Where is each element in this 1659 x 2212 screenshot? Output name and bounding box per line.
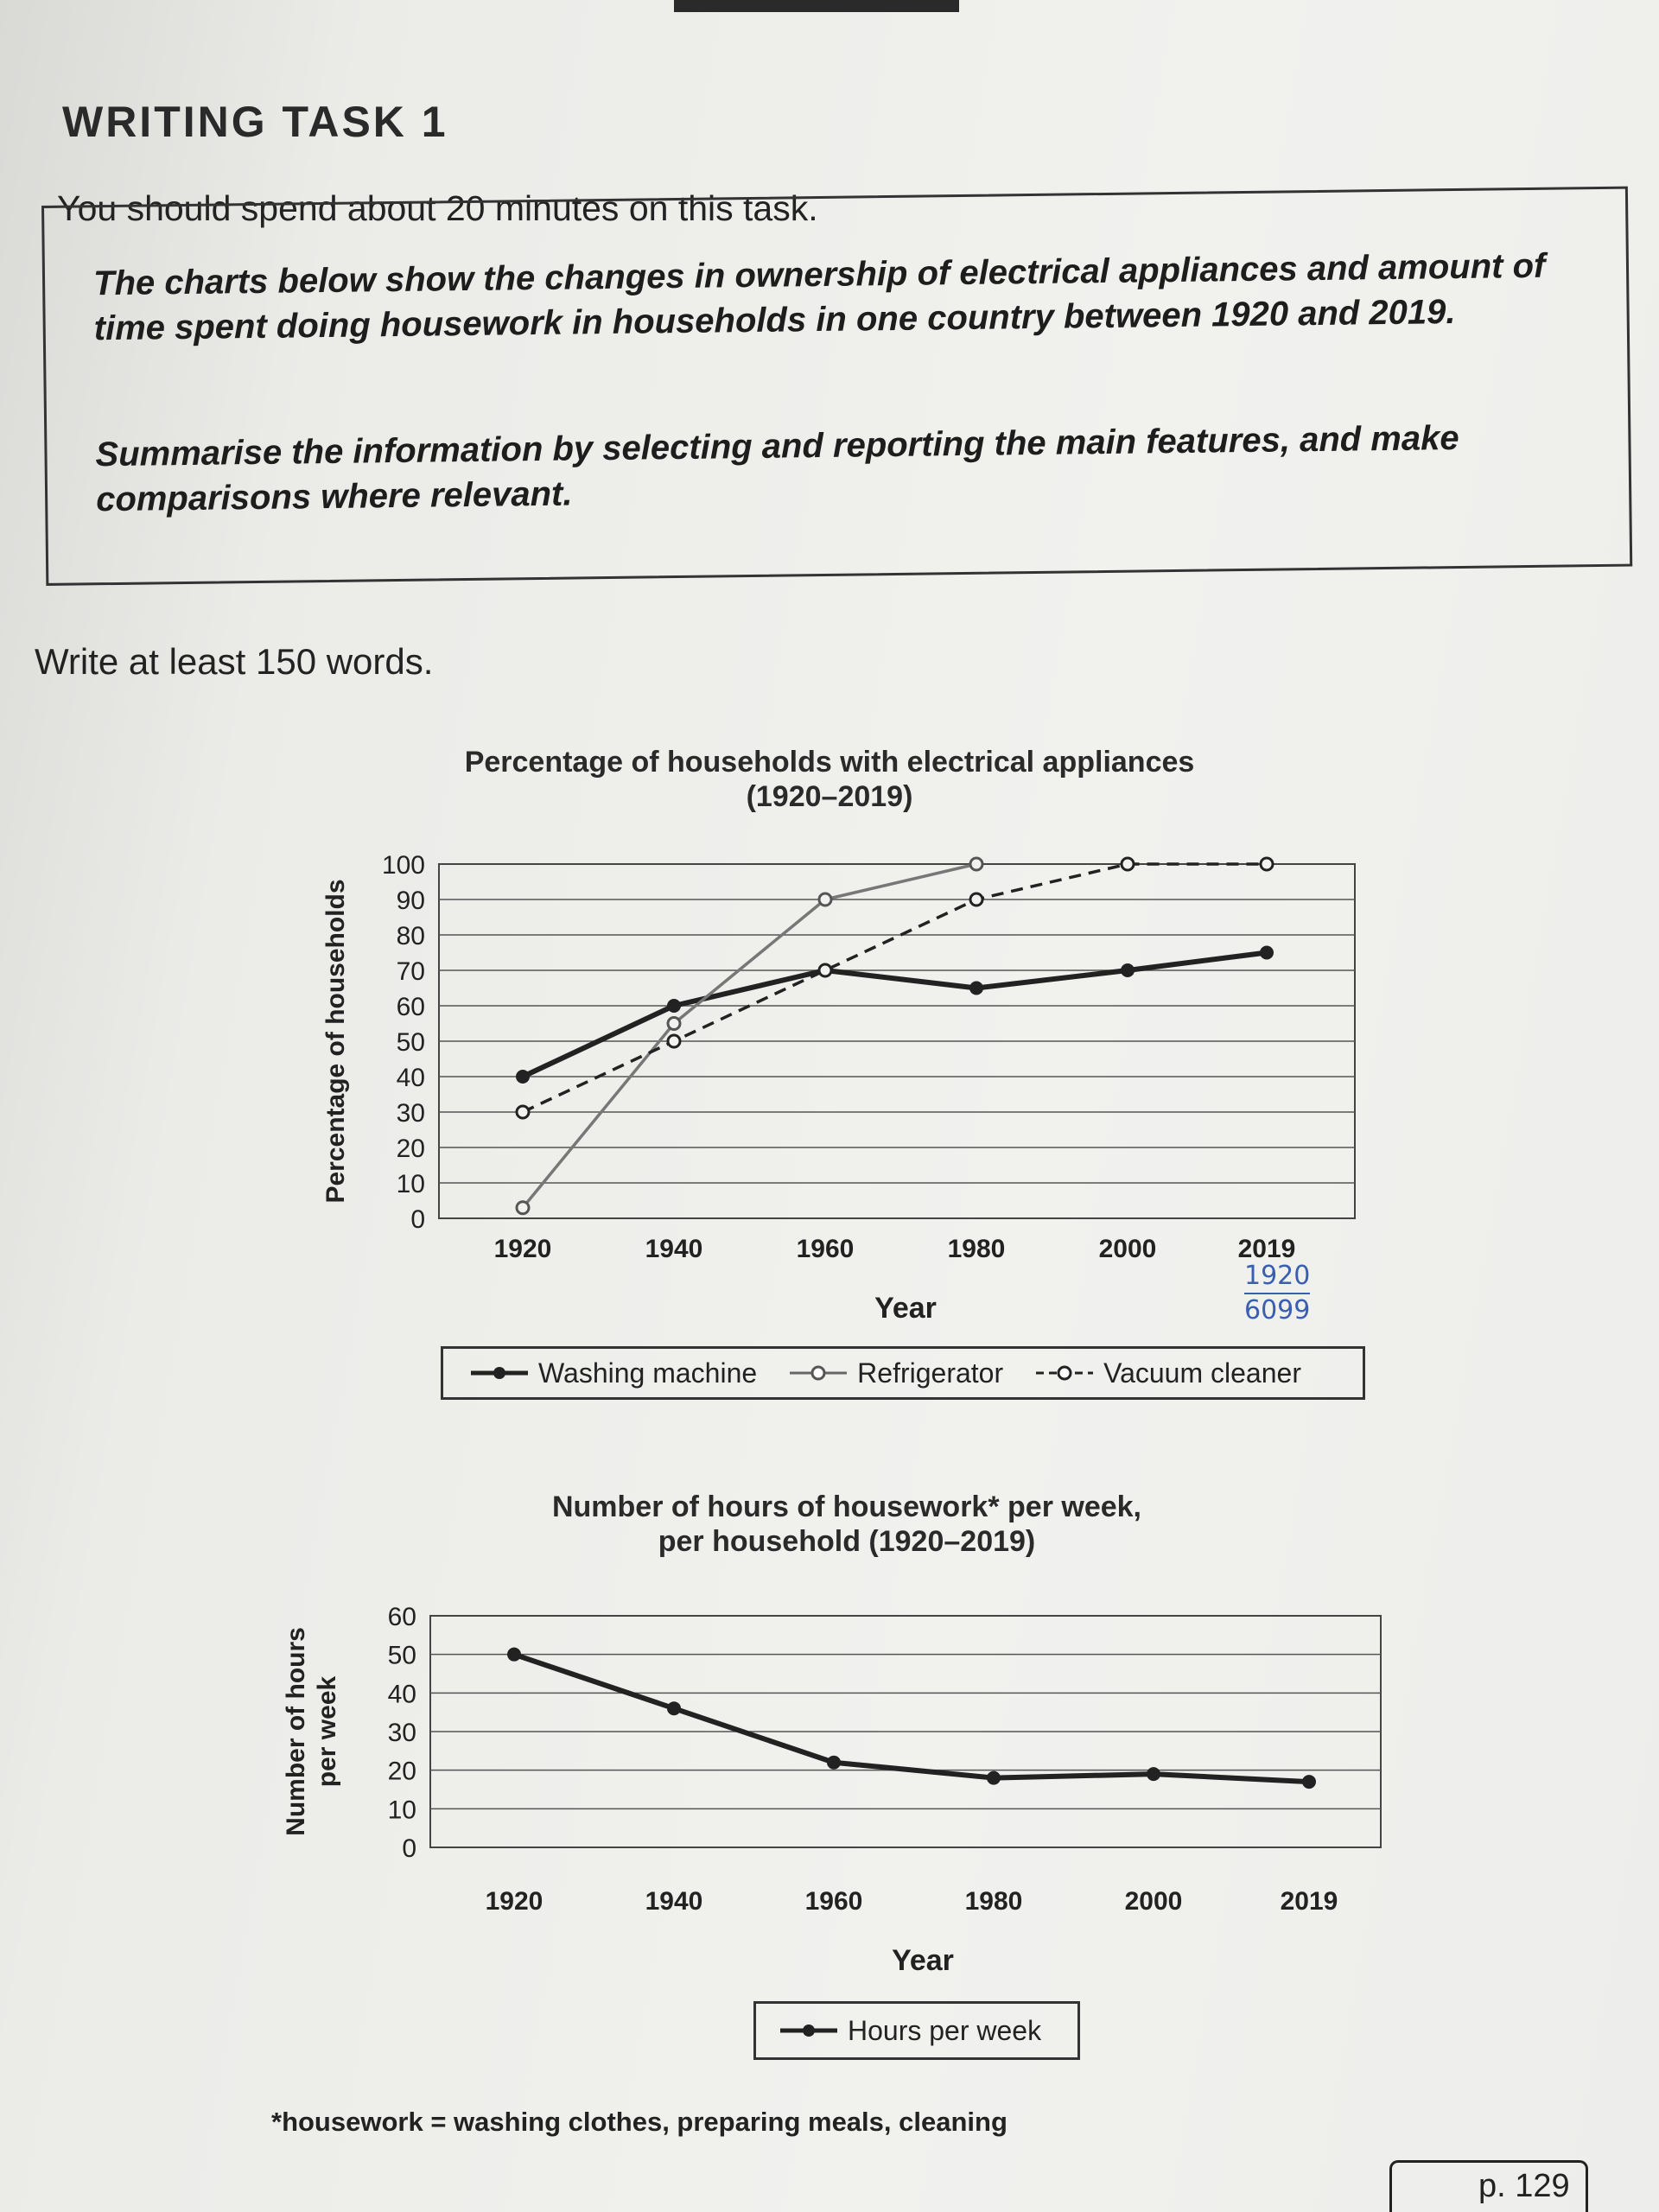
chart1-series-refrigerator-point — [970, 858, 982, 870]
chart2-series-hours-per-week-point — [987, 1771, 1001, 1785]
chart1-ytick-label: 0 — [410, 1205, 425, 1234]
chart1-ytick-label: 30 — [396, 1099, 425, 1128]
chart1-ytick-label: 10 — [396, 1170, 425, 1198]
chart1-series-washing-machine-point — [1121, 963, 1135, 977]
legend-filled-marker-icon — [779, 2022, 839, 2039]
chart2-x-axis-title: Year — [892, 1944, 954, 1977]
legend-refrigerator-label: Refrigerator — [857, 1357, 1004, 1389]
handwritten-annotation — [1244, 1262, 1310, 1325]
chart2-series-hours-per-week-line — [514, 1655, 1309, 1782]
chart2-series-hours-per-week-point — [507, 1648, 521, 1662]
time-instruction: You should spend about 20 minutes on this task. — [57, 188, 818, 228]
chart1-series-refrigerator-point — [517, 1202, 529, 1214]
chart1-xtick-label: 2019 — [1237, 1235, 1296, 1263]
chart2-title-line2: per household (1920–2019) — [658, 1525, 1036, 1558]
chart2-series-hours-per-week-point — [1302, 1775, 1316, 1789]
annotation-fraction-bar — [1244, 1293, 1310, 1294]
chart2-y-axis-title-line2: per week — [313, 1675, 341, 1788]
chart2-series-hours-per-week-point — [667, 1701, 681, 1715]
legend-filled-marker-icon — [469, 1364, 530, 1382]
word-count-instruction: Write at least 150 words. — [35, 641, 434, 682]
chart2-ytick-label: 10 — [387, 1796, 416, 1825]
chart1-xtick-label: 2000 — [1098, 1235, 1157, 1263]
chart1-series-washing-machine-point — [516, 1070, 530, 1084]
chart1-x-axis-title: Year — [874, 1292, 937, 1325]
page-number: p. 129 — [1478, 2168, 1570, 2204]
chart1-xtick-label: 1920 — [493, 1235, 552, 1263]
page-number-tab — [1389, 2160, 1588, 2212]
chart1-legend — [441, 1346, 1365, 1400]
chart2-xtick-label: 1960 — [804, 1887, 863, 1916]
chart1-ytick-label: 70 — [396, 957, 425, 986]
task-heading: WRITING TASK 1 — [62, 98, 448, 146]
chart1-series-refrigerator-point — [668, 1018, 680, 1030]
task-summary-text: Summarise the information by selecting and reporting the main features, and make comparisons where relevant. — [95, 418, 1459, 519]
chart2-xtick-label: 1980 — [964, 1887, 1023, 1916]
chart2-ytick-label: 40 — [387, 1680, 416, 1709]
chart2-xtick-label: 1920 — [485, 1887, 543, 1916]
chart1-series-washing-machine-point — [667, 999, 681, 1013]
chart1-series-refrigerator-point — [819, 893, 831, 906]
chart1-series-washing-machine-point — [1260, 946, 1274, 960]
chart1-series-vacuum-cleaner-point — [970, 893, 982, 906]
chart1-ytick-label: 80 — [396, 922, 425, 950]
chart2-xtick-label: 2000 — [1124, 1887, 1183, 1916]
chart2-title-line1: Number of hours of housework* per week, — [551, 1491, 1141, 1523]
annotation-top: 1920 — [1244, 1261, 1311, 1291]
chart2-series-hours-per-week-point — [1147, 1767, 1160, 1781]
legend-hours-per-week — [779, 2015, 1041, 2047]
chart1-series-vacuum-cleaner-point — [819, 964, 831, 976]
chart1-ytick-label: 50 — [396, 1028, 425, 1057]
housework-footnote: *housework = washing clothes, preparing meals, cleaning — [271, 2107, 1007, 2137]
chart1-title-line2: (1920–2019) — [746, 780, 913, 813]
chart1-series-vacuum-cleaner-point — [1261, 858, 1273, 870]
chart1-ytick-label: 60 — [396, 993, 425, 1021]
legend-dashed-marker-icon — [1034, 1364, 1095, 1382]
chart1-xtick-label: 1960 — [796, 1235, 855, 1263]
chart1-y-axis-title: Percentage of households — [321, 879, 350, 1204]
legend-open-marker-icon — [788, 1364, 849, 1382]
chart2-xtick-label: 2019 — [1280, 1887, 1338, 1916]
chart1-series-washing-machine-line — [523, 953, 1267, 1077]
chart2-ytick-label: 30 — [387, 1719, 416, 1747]
annotation-bottom: 6099 — [1244, 1295, 1311, 1325]
legend-vacuum-cleaner-label: Vacuum cleaner — [1103, 1357, 1301, 1389]
chart1-series-vacuum-cleaner-point — [1122, 858, 1134, 870]
chart2-ytick-label: 20 — [387, 1757, 416, 1786]
chart1-series-vacuum-cleaner-line — [523, 864, 1267, 1112]
task-prompt-text: The charts below show the changes in ownership of electrical appliances and amount of time spent doing housework in households in one country between 1920 and 2019. — [92, 246, 1546, 348]
chart1-xtick-label: 1980 — [947, 1235, 1006, 1263]
chart2-ytick-label: 50 — [387, 1641, 416, 1670]
chart1-series-vacuum-cleaner-point — [668, 1035, 680, 1047]
chart1-ytick-label: 40 — [396, 1064, 425, 1092]
chart1-ytick-label: 100 — [381, 851, 425, 880]
legend-washing-machine-label: Washing machine — [538, 1357, 758, 1389]
chart2-legend — [753, 2001, 1080, 2060]
chart1-title-line1: Percentage of households with electrical appliances — [464, 746, 1195, 779]
legend-washing-machine — [469, 1357, 757, 1389]
chart1-series-washing-machine-point — [969, 982, 983, 995]
chart2-xtick-label: 1940 — [645, 1887, 703, 1916]
legend-hours-per-week-label: Hours per week — [848, 2014, 1042, 2046]
chart2-series-hours-per-week-point — [827, 1756, 841, 1770]
legend-refrigerator — [788, 1357, 1003, 1389]
chart1-xtick-label: 1940 — [645, 1235, 703, 1263]
chart1-ytick-label: 90 — [396, 887, 425, 915]
chart1-series-refrigerator-line — [523, 864, 976, 1208]
chart2-ytick-label: 60 — [387, 1603, 416, 1631]
legend-vacuum-cleaner — [1034, 1357, 1301, 1389]
chart1-ytick-label: 20 — [396, 1135, 425, 1163]
chart1-series-vacuum-cleaner-point — [517, 1106, 529, 1118]
chart2-ytick-label: 0 — [402, 1834, 416, 1863]
chart2-y-axis-title-line1: Number of hours — [282, 1627, 310, 1836]
